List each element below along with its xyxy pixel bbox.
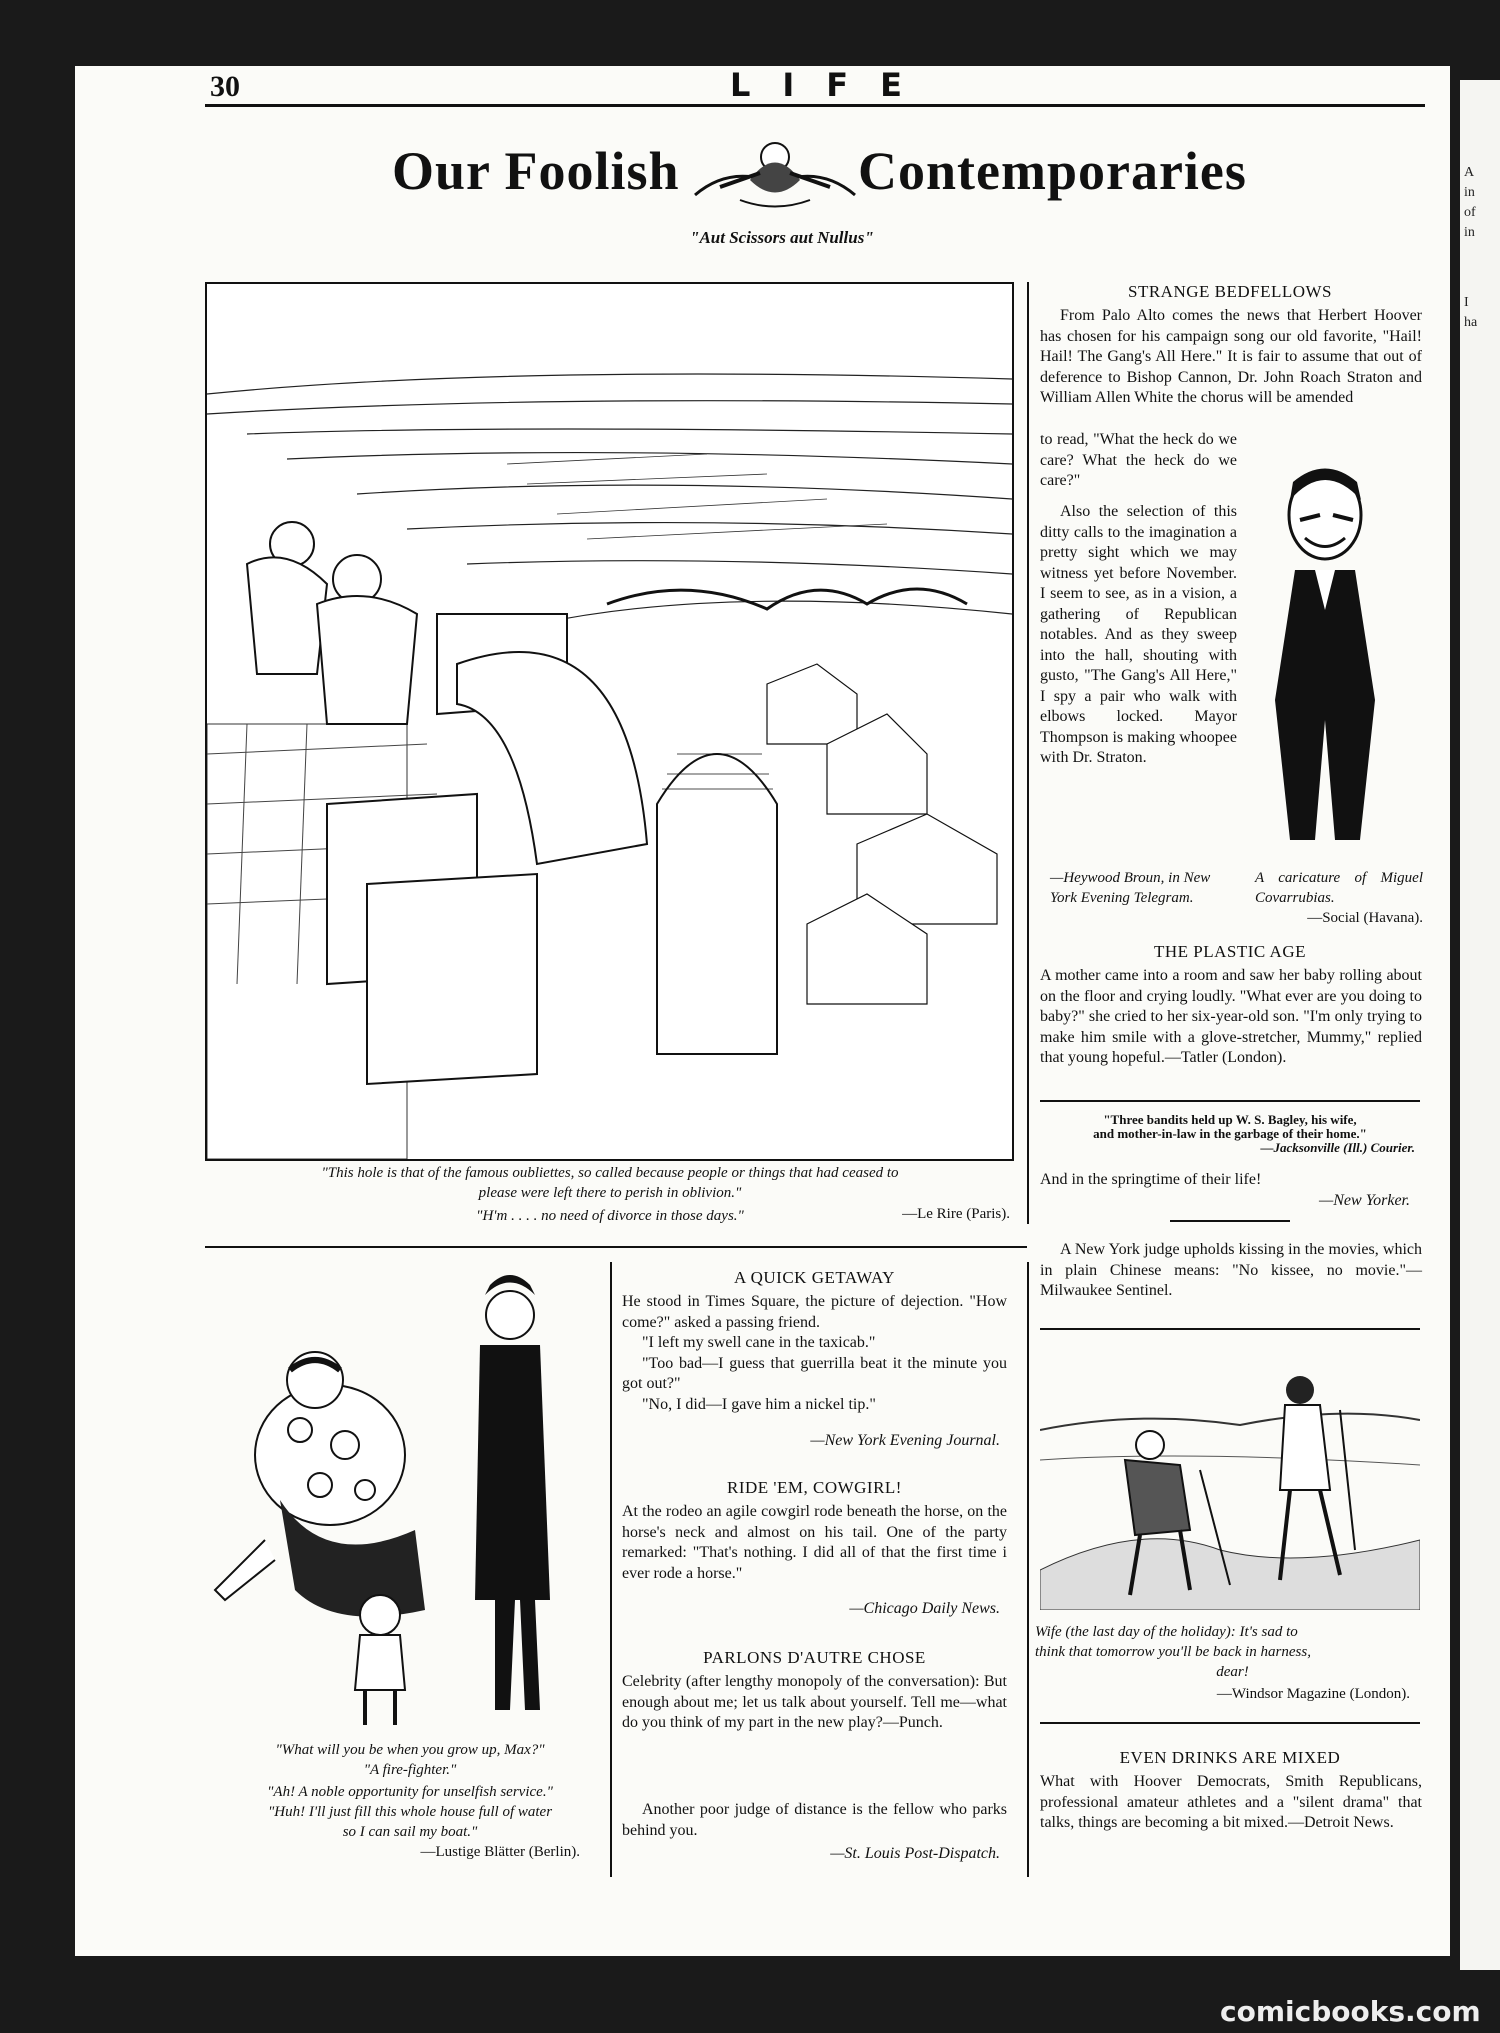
column-rule-3 (1027, 1262, 1029, 1877)
heading-plastic-age: THE PLASTIC AGE (1154, 942, 1306, 961)
cartoon1-caption-1: "This hole is that of the famous oubliettes, so called because people or things that had ceased to (321, 1165, 899, 1181)
caricature-source: —Social (Havana). (1307, 910, 1423, 926)
heading-parlons: PARLONS D'AUTRE CHOSE (703, 1648, 926, 1667)
watermark: comicbooks.com (1220, 1995, 1481, 2028)
kissing-item: A New York judge upholds kissing in the movies, which in plain Chinese means: "No kissee, no movie."—Milwaukee Sentinel. (1040, 1241, 1422, 1299)
bandits-source: —Jacksonville (Ill.) Courier. (1260, 1140, 1415, 1155)
motto: "Aut Scissors aut Nullus" (690, 228, 874, 247)
heading-even-drinks: EVEN DRINKS ARE MIXED (1119, 1748, 1341, 1767)
rule (1040, 1722, 1420, 1724)
cartoon2-line5: so I can sail my boat." (342, 1824, 478, 1840)
section-title-left: Our Foolish (392, 141, 680, 201)
parlons-text: Celebrity (after lengthy monopoly of the conversation): But enough about me; let us talk about yourself. Tell me—what do you think of my part in the new play?—Punch. (622, 1673, 1007, 1731)
strange-bedfellows-para2: Also the selection of this ditty calls to the imagination a pretty sight which we may witness yet before November. I seem to see, as in a vision, a gathering of Republican notables. And as they sweep into the hall, shouting with gusto, "The Gang's All Here," I spy a pair who walk with elbows locked. Mayor Thompson is making whoopee with Dr. Straton. (1040, 503, 1237, 766)
cartoon2-source: —Lustige Blätter (Berlin). (420, 1844, 580, 1860)
cartoon3-line1: Wife (the last day of the holiday): It's sad to (1035, 1624, 1298, 1640)
cartoon-max-illustration (205, 1270, 605, 1730)
caricature-figure (1265, 460, 1385, 860)
cartoon1-caption-2: please were left there to perish in oblivion." (478, 1185, 742, 1201)
quick-getaway-source: —New York Evening Journal. (810, 1432, 1000, 1449)
column-rule (1027, 282, 1029, 1224)
caricature-caption: A caricature of Miguel Covarrubias. (1255, 870, 1423, 906)
cartoon3-line2: think that tomorrow you'll be back in harness, (1035, 1644, 1311, 1660)
distance-text: Another poor judge of distance is the fellow who parks behind you. (622, 1801, 1007, 1839)
cartoon2-line4: "Huh! I'll just fill this whole house full of water (267, 1804, 553, 1820)
cartoon2-line2: "A fire-fighter." (363, 1762, 457, 1778)
cherub-scissors-vignette (690, 125, 860, 215)
ride-em-text: At the rodeo an agile cowgirl rode beneath the horse, on the horse's neck and almost on his tail. One of the party remarked: "That's nothing. I did all of that the first time i ever rode a horse." (622, 1503, 1007, 1582)
strange-bedfellows-lead: From Palo Alto comes the news that Herbert Hoover has chosen for his campaign song our old favorite, "Hail! Hail! The Gang's All Here." It is fair to assume that out of deference to Bishop Cannon, Dr. John Roach Straton and William Allen White the chorus will be amended (1040, 307, 1422, 406)
cartoon2-line1: "What will you be when you grow up, Max?" (275, 1742, 545, 1758)
cartoon3-line3: dear! (1216, 1664, 1249, 1680)
section-title-right: Contemporaries (858, 141, 1247, 201)
section-rule (205, 1246, 1027, 1248)
plastic-age-text: A mother came into a room and saw her baby rolling about on the floor and crying loudly. "What ever are you doing to baby?" she cried to her six-year-old son. "I'm only trying to make him smile with a glove-stretcher, Mummy," replied that young hopeful.—Tatler (London). (1040, 967, 1422, 1066)
cartoon2-line3: "Ah! A noble opportunity for unselfish service." (267, 1784, 553, 1800)
heading-strange-bedfellows: STRANGE BEDFELLOWS (1127, 282, 1333, 301)
short-rule (1170, 1220, 1290, 1222)
cartoon1-caption-3: "H'm . . . . no need of divorce in those days." (476, 1208, 744, 1224)
rule (1040, 1328, 1420, 1330)
distance-source: —St. Louis Post-Dispatch. (830, 1845, 1000, 1862)
bandits-quip: And in the springtime of their life! (1040, 1171, 1262, 1188)
strange-bedfellows-narrow: to read, "What the heck do we care? What the heck do we care?" (1040, 431, 1237, 489)
even-drinks-text: What with Hoover Democrats, Smith Republicans, professional amateur athletes and a "silent drama" that talks, things are becoming a bit mixed.—Detroit News. (1040, 1773, 1422, 1831)
quick-getaway-text: He stood in Times Square, the picture of dejection. "How come?" asked a passing friend. "I left my swell cane in the taxicab." "Too bad—I guess that guerrilla beat it the minute you got out?" "No, I did—I gave him a nickel tip." (622, 1293, 1007, 1413)
header-rule (205, 104, 1425, 107)
ride-em-source: —Chicago Daily News. (849, 1600, 1000, 1617)
bandits-quote-1: "Three bandits held up W. S. Bagley, his wife, (1103, 1112, 1357, 1127)
page-number: 30 (210, 70, 240, 103)
bandits-quip-source: —New Yorker. (1319, 1192, 1410, 1209)
cartoon-hikers-illustration (1040, 1370, 1420, 1610)
heading-quick-getaway: A QUICK GETAWAY (734, 1268, 895, 1287)
rule (1040, 1100, 1420, 1102)
magazine-name: LIFE (730, 66, 935, 104)
adjacent-page-edge: A in of in I ha (1460, 80, 1500, 1970)
cartoon-oubliette (205, 282, 1014, 1161)
castle-illustration (207, 284, 1012, 1159)
column-rule-2 (610, 1262, 612, 1877)
cartoon3-source: —Windsor Magazine (London). (1216, 1686, 1410, 1702)
bandits-quote-2: and mother-in-law in the garbage of their home." (1093, 1126, 1367, 1141)
strange-bedfellows-source: —Heywood Broun, in New York Evening Telegram. (1050, 870, 1211, 906)
cartoon1-source: —Le Rire (Paris). (902, 1206, 1010, 1222)
heading-ride-em: RIDE 'EM, COWGIRL! (727, 1478, 902, 1497)
